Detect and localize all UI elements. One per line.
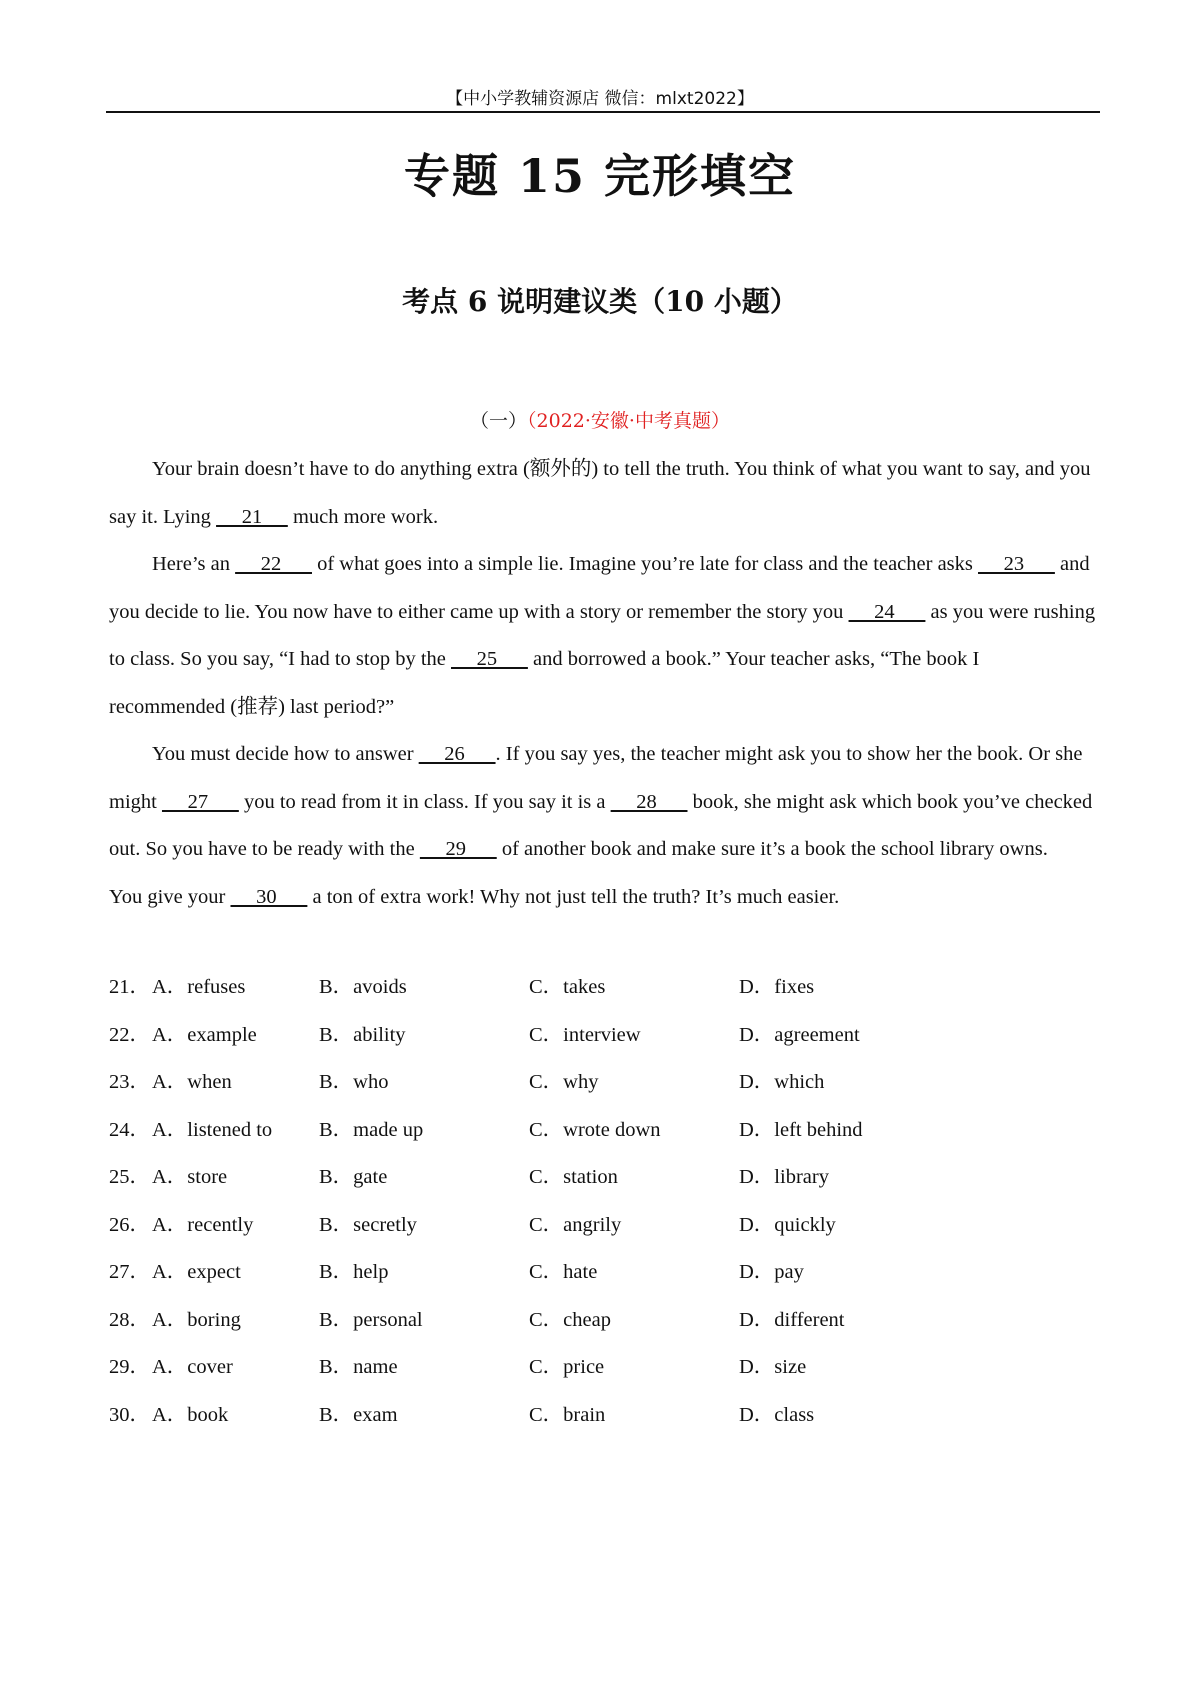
- question-number: 26．: [109, 1213, 150, 1236]
- option-b: B．made up: [319, 1118, 424, 1141]
- question-number: 22．: [109, 1023, 150, 1046]
- option-c: C．cheap: [529, 1308, 611, 1331]
- paragraph-2: [109, 541, 1099, 731]
- blank-25: 25: [451, 648, 528, 670]
- passage-text: . If you say yes, the teacher might ask you to show her the book. Or she might: [109, 743, 1083, 813]
- question-number: 25．: [109, 1166, 150, 1188]
- passage-source: [0, 406, 1200, 433]
- passage-text: of another book and make sure it’s a book the school library owns.: [496, 838, 1048, 860]
- header-divider: [106, 111, 1100, 113]
- option-d: D．size: [739, 1356, 807, 1378]
- option-b: B．help: [319, 1261, 389, 1283]
- option-a: A．expect: [152, 1261, 241, 1283]
- option-d: D．class: [739, 1403, 815, 1426]
- option-c: C．hate: [529, 1261, 598, 1283]
- passage-text: Here’s an: [152, 553, 236, 575]
- option-d: D．agreement: [739, 1023, 860, 1046]
- question-row-27: [109, 1249, 1009, 1297]
- paragraph-3: [109, 731, 1099, 874]
- question-number: 21．: [109, 976, 150, 998]
- page-title: 专题 15 完形填空: [403, 149, 797, 203]
- option-b: B．avoids: [319, 976, 407, 998]
- blank-24: 24: [848, 600, 926, 623]
- passage-text: and you decide to lie. You now have to either came up with a story or remember the story you: [109, 553, 1090, 623]
- blank-27: 27: [161, 790, 239, 813]
- question-row-30: [109, 1392, 1009, 1440]
- option-d: D．fixes: [739, 976, 815, 998]
- option-d: D．quickly: [739, 1213, 836, 1236]
- passage-text: of what goes into a simple lie. Imagine you’re late for class and the teacher asks: [311, 553, 979, 575]
- passage-text: a ton of extra work! Why not just tell the truth? It’s much easier.: [307, 885, 840, 908]
- option-d: D．which: [739, 1071, 825, 1093]
- question-row-29: [109, 1344, 1009, 1392]
- question-row-26: [109, 1202, 1009, 1250]
- question-number: 30．: [109, 1403, 150, 1426]
- section-subtitle: 考点 6 说明建议类（10 小题）: [402, 285, 798, 318]
- question-row-25: [109, 1154, 1009, 1202]
- passage-text: You must decide how to answer: [152, 743, 419, 765]
- option-a: A．cover: [152, 1356, 233, 1378]
- option-d: D．library: [739, 1166, 829, 1188]
- blank-22: 22: [235, 553, 312, 575]
- option-a: A．example: [152, 1023, 257, 1046]
- header-note: 【中小学教辅资源店 微信：mlxt2022】: [446, 89, 754, 109]
- option-b: B．exam: [319, 1403, 398, 1426]
- blank-29: 29: [419, 838, 497, 860]
- question-row-28: [109, 1297, 1009, 1345]
- option-c: C．station: [529, 1166, 618, 1188]
- option-a: A．when: [152, 1071, 232, 1093]
- option-c: C．wrote down: [529, 1118, 661, 1141]
- question-number: 24．: [109, 1118, 150, 1141]
- option-a: A．store: [152, 1166, 228, 1188]
- question-row-21: [109, 964, 1009, 1012]
- question-row-22: [109, 1012, 1009, 1060]
- option-a: A．boring: [152, 1308, 241, 1331]
- question-number: 29．: [109, 1356, 150, 1378]
- option-a: A．recently: [152, 1213, 254, 1236]
- passage-text: You give your: [109, 885, 231, 908]
- option-c: C．brain: [529, 1403, 606, 1426]
- passage-text: book, she might ask which book you’ve checked out. So you have to be ready with the: [109, 790, 1093, 860]
- question-number: 23．: [109, 1071, 150, 1093]
- passage-text: you to read from it in class. If you say it is a: [238, 790, 611, 813]
- option-c: C．interview: [529, 1023, 641, 1046]
- blank-21: 21: [216, 505, 288, 528]
- blank-26: 26: [418, 743, 496, 765]
- option-b: B．ability: [319, 1023, 406, 1046]
- paragraph-1: [109, 446, 1099, 541]
- option-c: C．price: [529, 1356, 605, 1378]
- option-c: C．why: [529, 1071, 599, 1093]
- option-c: C．takes: [529, 976, 606, 998]
- question-row-24: [109, 1107, 1009, 1155]
- option-d: D．left behind: [739, 1118, 863, 1141]
- option-b: B．gate: [319, 1166, 388, 1188]
- passage-text: as you were rushing to class. So you say, “I had to stop by the: [109, 600, 1096, 670]
- option-b: B．name: [319, 1356, 398, 1378]
- option-b: B．secretly: [319, 1213, 417, 1236]
- option-b: B．personal: [319, 1308, 423, 1331]
- blank-23: 23: [978, 553, 1055, 575]
- option-a: A．refuses: [152, 976, 246, 998]
- blank-30: 30: [230, 885, 308, 908]
- option-c: C．angrily: [529, 1213, 622, 1236]
- question-number: 28．: [109, 1308, 150, 1331]
- question-row-23: [109, 1059, 1009, 1107]
- option-d: D．different: [739, 1308, 845, 1331]
- source-label: （2022·安徽·中考真题）: [527, 410, 730, 432]
- passage-text: and borrowed a book.” Your teacher asks, “The book I recommended (推荐) last period?”: [109, 648, 980, 718]
- option-d: D．pay: [739, 1261, 804, 1283]
- question-number: 27．: [109, 1261, 150, 1283]
- source-prefix: （一）: [470, 410, 528, 432]
- paragraph-4: [109, 874, 1099, 922]
- answer-options: [109, 964, 1009, 1439]
- option-a: A．book: [152, 1403, 229, 1426]
- blank-28: 28: [610, 790, 688, 813]
- passage-text: Your brain doesn’t have to do anything extra (额外的) to tell the truth. You think of what you want to say, and you say it. Lying: [109, 458, 1091, 528]
- passage: [109, 446, 1099, 921]
- option-a: A．listened to: [152, 1118, 273, 1141]
- option-b: B．who: [319, 1071, 389, 1093]
- passage-text: much more work.: [287, 505, 439, 528]
